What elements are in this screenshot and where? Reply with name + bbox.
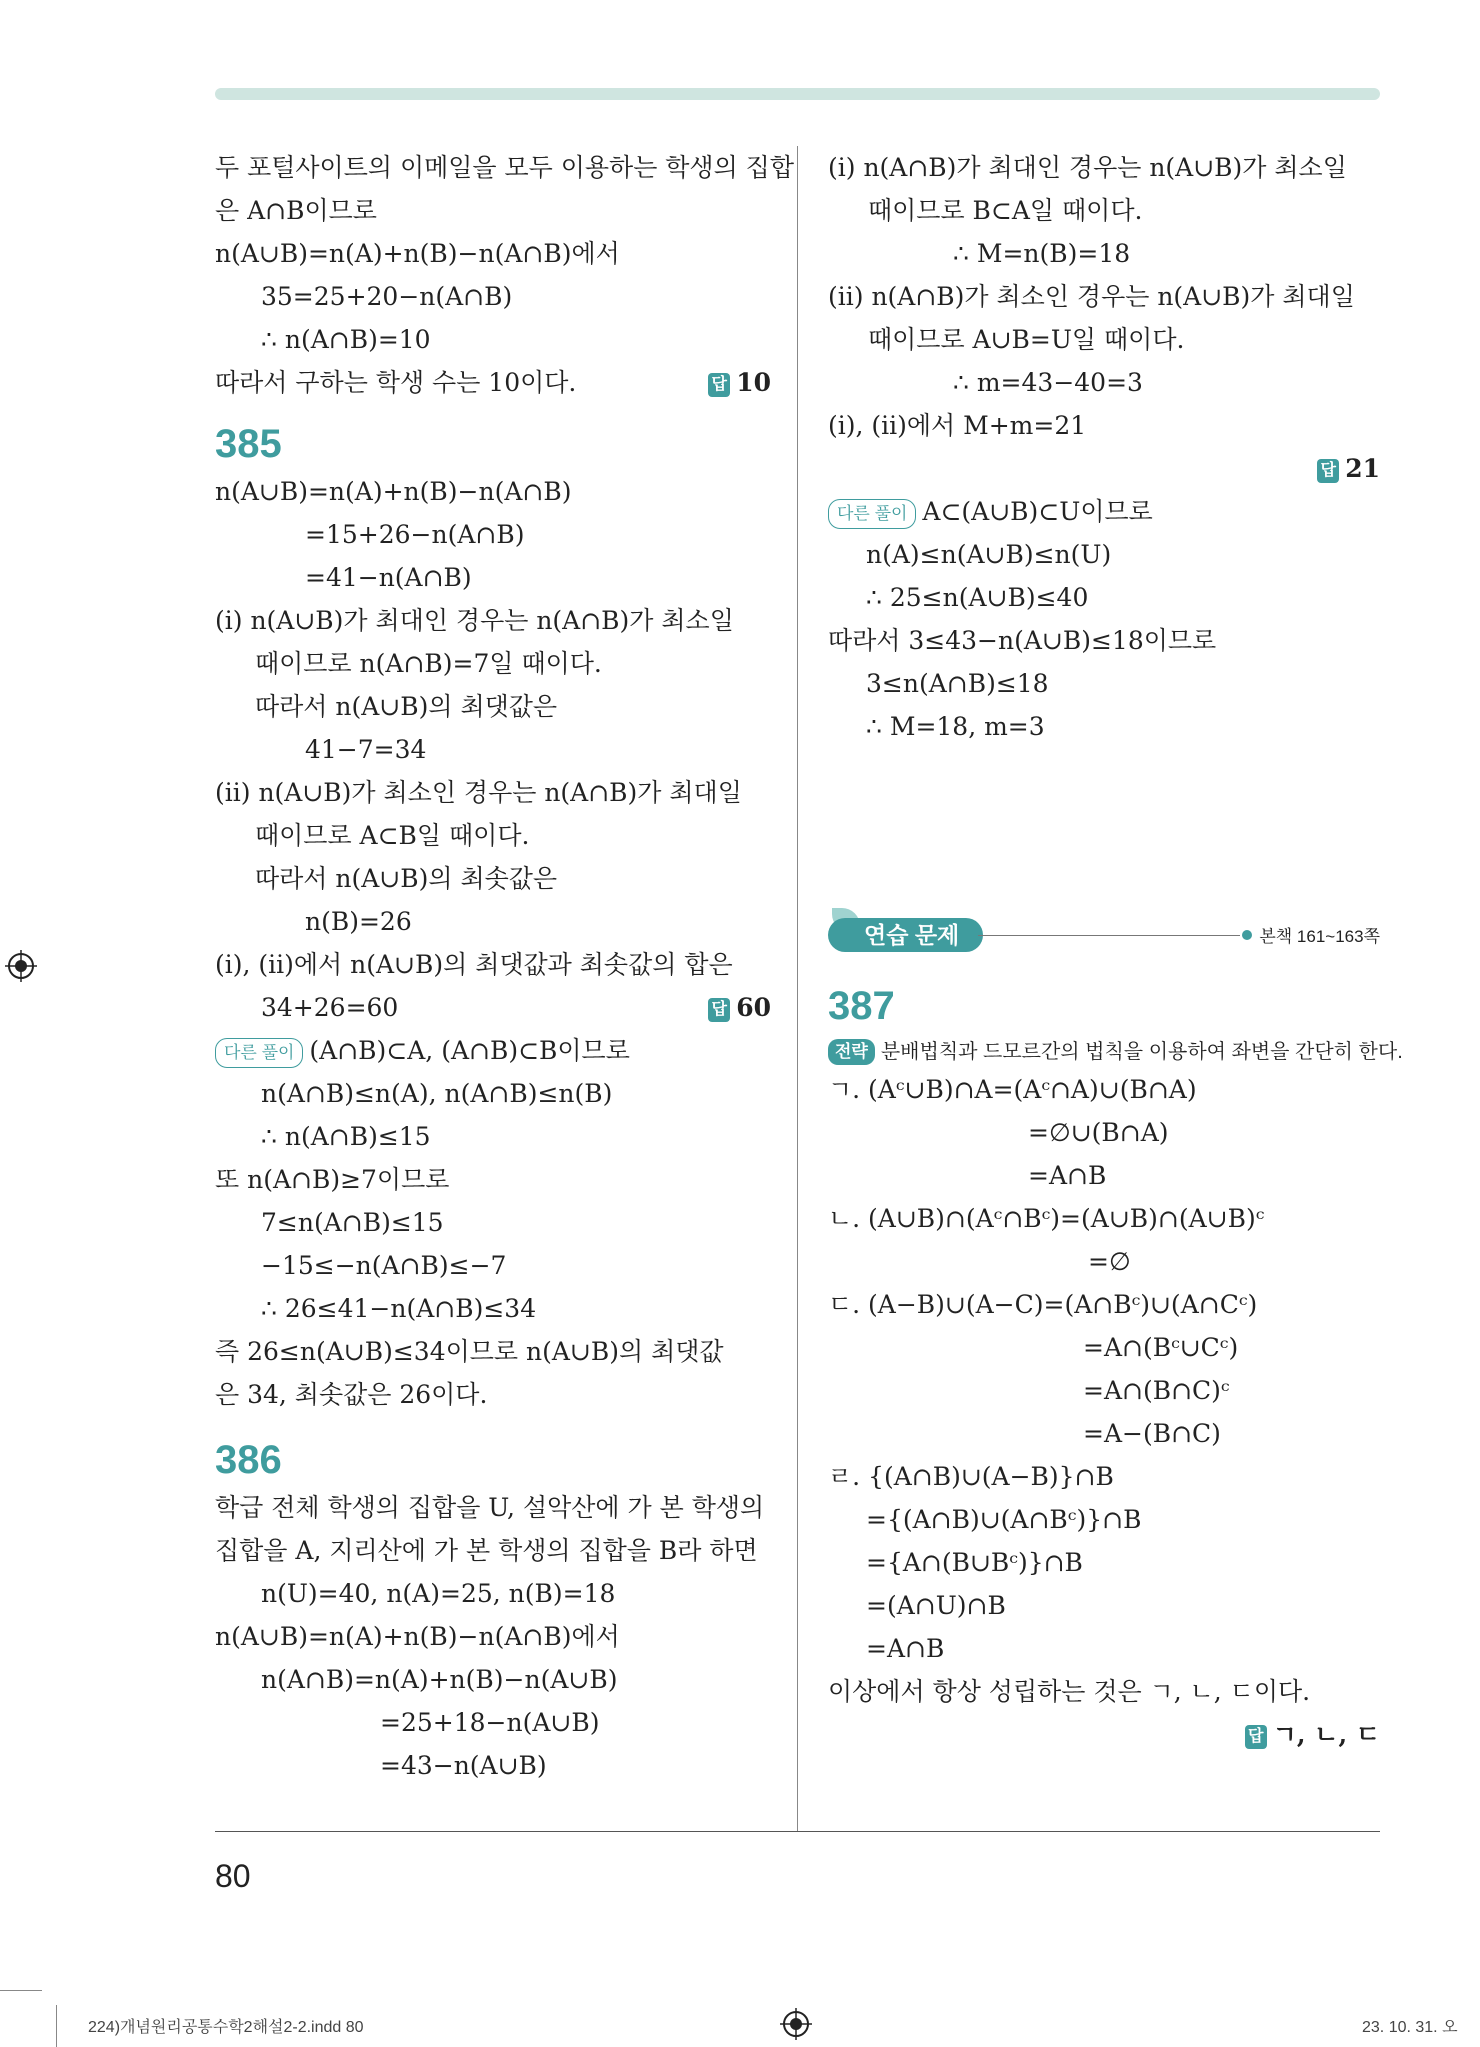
intro-line: 은 A∩B이므로	[215, 196, 377, 225]
crop-mark	[56, 2005, 57, 2047]
intro-conclusion-text: 따라서 구하는 학생 수는 10이다.	[215, 368, 577, 397]
strategy-line	[828, 1032, 1403, 1068]
alt-solution-line: 3≤n(A∩B)≤18	[866, 669, 1049, 698]
solution-line: ㄱ. (Aᶜ∪B)∩A=(Aᶜ∩A)∪(B∩A)	[828, 1075, 1197, 1104]
intro-line: 35=25+20−n(A∩B)	[261, 282, 513, 311]
section-page-ref: 본책 161~163쪽	[1259, 927, 1380, 946]
solution-line: 때이므로 A⊂B일 때이다.	[255, 821, 530, 850]
intro-line: 두 포털사이트의 이메일을 모두 이용하는 학생의 집합	[215, 153, 794, 182]
answer-value: 10	[736, 368, 771, 397]
solution-line: =A∩(B∩C)ᶜ	[1083, 1376, 1230, 1405]
solution-line: ㄷ. (A−B)∪(A−C)=(A∩Bᶜ)∪(A∩Cᶜ)	[828, 1290, 1258, 1319]
solution-line: (ⅱ) n(A∪B)가 최소인 경우는 n(A∩B)가 최대일	[215, 778, 742, 807]
alt-solution-line: 또 n(A∩B)≥7이므로	[215, 1165, 450, 1194]
section-title: 연습 문제	[828, 918, 983, 952]
answer-value: 21	[1345, 454, 1380, 483]
solution-line: n(A∩B)=n(A)+n(B)−n(A∪B)	[261, 1665, 618, 1694]
left-column	[215, 146, 794, 1787]
alt-solution-line: ∴ M=18, m=3	[866, 712, 1045, 741]
answer-value: 60	[736, 993, 771, 1022]
solution-line: ㄹ. {(A∩B)∪(A−B)}∩B	[828, 1462, 1114, 1491]
strategy-label: 전략	[828, 1039, 875, 1065]
alt-solution-line: 은 34, 최솟값은 26이다.	[215, 1380, 488, 1409]
alt-solution-label: 다른 풀이	[215, 1038, 303, 1068]
alt-line-text: (A∩B)⊂A, (A∩B)⊂B이므로	[309, 1036, 630, 1065]
solution-line: =43−n(A∪B)	[380, 1751, 547, 1780]
alt-solution-line	[828, 490, 1380, 533]
problem-number-385: 385	[215, 422, 282, 466]
solution-line: n(A∪B)=n(A)+n(B)−n(A∩B)	[215, 477, 572, 506]
practice-section-header	[828, 908, 1380, 968]
answer-386	[828, 447, 1380, 490]
solution-line: (ⅰ), (ⅱ)에서 n(A∪B)의 최댓값과 최솟값의 합은	[215, 950, 733, 979]
alt-solution-line: ∴ 25≤n(A∪B)≤40	[866, 583, 1089, 612]
solution-line: =A∩(Bᶜ∪Cᶜ)	[1083, 1333, 1239, 1362]
registration-mark-icon	[780, 2008, 812, 2040]
bullet-icon	[1242, 930, 1252, 940]
alt-solution-label: 다른 풀이	[828, 499, 916, 529]
alt-solution-line: 즉 26≤n(A∪B)≤34이므로 n(A∪B)의 최댓값	[215, 1337, 724, 1366]
alt-solution-line: 7≤n(A∩B)≤15	[261, 1208, 444, 1237]
solution-line: =41−n(A∩B)	[305, 563, 472, 592]
answer-badge: 답	[1317, 459, 1339, 483]
solution-line-with-answer	[215, 986, 771, 1029]
intro-line: ∴ n(A∩B)=10	[261, 325, 431, 354]
answer-badge: 답	[708, 373, 730, 397]
right-column	[828, 146, 1403, 1756]
solution-line: =∅	[1088, 1247, 1131, 1276]
solution-line: ∴ m=43−40=3	[953, 368, 1143, 397]
solution-line: n(U)=40, n(A)=25, n(B)=18	[261, 1579, 616, 1608]
footer-date: 23. 10. 31. 오	[1362, 2019, 1458, 2036]
registration-mark-icon	[5, 950, 37, 982]
solution-line: 학급 전체 학생의 집합을 U, 설악산에 가 본 학생의	[215, 1493, 765, 1522]
crop-mark	[0, 1990, 42, 1991]
solution-line: ㄴ. (A∪B)∩(Aᶜ∩Bᶜ)=(A∪B)∩(A∪B)ᶜ	[828, 1204, 1265, 1233]
solution-line: ={A∩(B∪Bᶜ)}∩B	[866, 1548, 1083, 1577]
solution-line: =A∩B	[1028, 1161, 1107, 1190]
top-decorative-bar	[215, 88, 1380, 100]
answer-387	[828, 1713, 1380, 1756]
solution-line: n(A∪B)=n(A)+n(B)−n(A∩B)에서	[215, 1622, 620, 1651]
answer-intro	[708, 361, 771, 404]
column-divider	[797, 146, 798, 1831]
page-number: 80	[215, 1858, 251, 1894]
alt-solution-line: n(A∩B)≤n(A), n(A∩B)≤n(B)	[261, 1079, 613, 1108]
solution-line: =15+26−n(A∩B)	[305, 520, 525, 549]
strategy-text: 분배법칙과 드모르간의 법칙을 이용하여 좌변을 간단히 한다.	[880, 1041, 1403, 1063]
solution-line: =25+18−n(A∪B)	[380, 1708, 600, 1737]
alt-solution-line	[215, 1029, 771, 1072]
solution-line: n(B)=26	[305, 907, 412, 936]
solution-line: =∅∪(B∩A)	[1028, 1118, 1169, 1147]
intro-line: n(A∪B)=n(A)+n(B)−n(A∩B)에서	[215, 239, 620, 268]
solution-line: 따라서 n(A∪B)의 최솟값은	[255, 864, 558, 893]
alt-solution-line: −15≤−n(A∩B)≤−7	[261, 1251, 507, 1280]
answer-badge: 답	[1245, 1725, 1267, 1749]
answer-value: ㄱ, ㄴ, ㄷ	[1272, 1720, 1380, 1749]
alt-solution-line: 따라서 3≤43−n(A∪B)≤18이므로	[828, 626, 1217, 655]
solution-line: 때이므로 A∪B=U일 때이다.	[868, 325, 1185, 354]
solution-line: ∴ M=n(B)=18	[953, 239, 1131, 268]
solution-line: (ⅰ) n(A∪B)가 최대인 경우는 n(A∩B)가 최소일	[215, 606, 734, 635]
alt-solution-line: n(A)≤n(A∪B)≤n(U)	[866, 540, 1112, 569]
solution-line: (ⅱ) n(A∩B)가 최소인 경우는 n(A∪B)가 최대일	[828, 282, 1355, 311]
solution-line: 때이므로 B⊂A일 때이다.	[868, 196, 1143, 225]
solution-line: 41−7=34	[305, 735, 427, 764]
section-rule	[978, 935, 1240, 936]
solution-line-text: 34+26=60	[261, 993, 399, 1022]
bottom-rule	[215, 1831, 1380, 1832]
solution-line: =A∩B	[866, 1634, 945, 1663]
solution-line: ={(A∩B)∪(A∩Bᶜ)}∩B	[866, 1505, 1142, 1534]
intro-conclusion	[215, 361, 771, 404]
solution-line: 따라서 n(A∪B)의 최댓값은	[255, 692, 558, 721]
solution-line: (ⅰ), (ⅱ)에서 M+m=21	[828, 411, 1087, 440]
answer-badge: 답	[708, 998, 730, 1022]
solution-line: =A−(B∩C)	[1083, 1419, 1221, 1448]
alt-solution-line: ∴ n(A∩B)≤15	[261, 1122, 431, 1151]
alt-line-text: A⊂(A∪B)⊂U이므로	[922, 497, 1153, 526]
solution-line: 집합을 A, 지리산에 가 본 학생의 집합을 B라 하면	[215, 1536, 758, 1565]
alt-solution-line: ∴ 26≤41−n(A∩B)≤34	[261, 1294, 537, 1323]
answer-385	[708, 986, 771, 1029]
solution-line: 때이므로 n(A∩B)=7일 때이다.	[255, 649, 602, 678]
solution-line: =(A∩U)∩B	[866, 1591, 1006, 1620]
solution-conclusion: 이상에서 항상 성립하는 것은 ㄱ, ㄴ, ㄷ이다.	[828, 1677, 1311, 1706]
footer-file-info: 224)개념원리공통수학2해설2-2.indd 80	[88, 2019, 364, 2036]
problem-number-387: 387	[828, 984, 895, 1028]
problem-number-386: 386	[215, 1438, 282, 1482]
solution-line: (ⅰ) n(A∩B)가 최대인 경우는 n(A∪B)가 최소일	[828, 153, 1347, 182]
